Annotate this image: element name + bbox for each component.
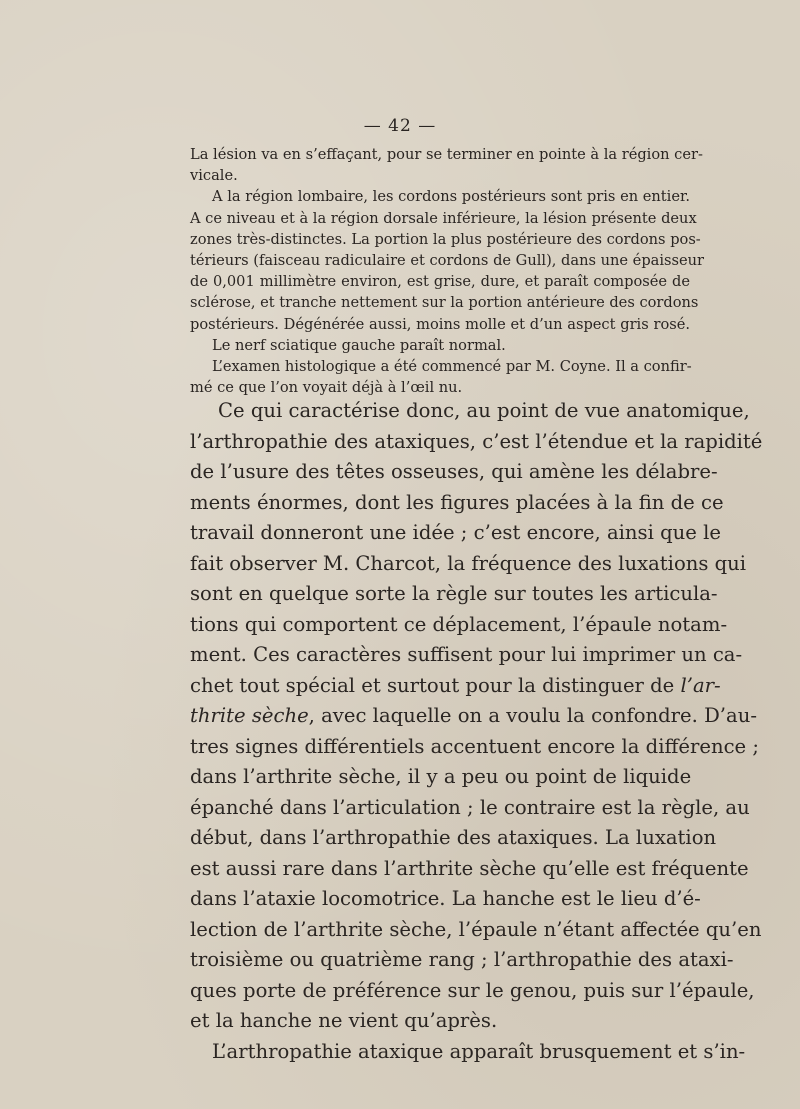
text-line: dans l’ataxie locomotrice. La hanche est le lieu d’é- [190,887,701,910]
text-line: troisième ou quatrième rang ; l’arthropathie des ataxi- [190,948,734,971]
text-line: tres signes différentiels accentuent encore la différence ; [190,734,759,758]
text-line: L’examen histologique a été commencé par M. Coyne. Il a confir- [212,358,692,376]
text-line: Le nerf sciatique gauche paraît normal. [212,336,506,354]
text-line: ments énormes, dont les figures placées à la fin de ce [190,490,724,514]
text-line: l’arthropathie des ataxiques, c’est l’étendue et la rapidité [190,429,763,453]
text-segment: , avec laquelle on a voulu la confondre. D’au- [308,704,757,727]
text-line: dans l’arthrite sèche, il y a peu ou point de liquide [190,765,692,788]
text-line: et la hanche ne vient qu’après. [190,1009,498,1032]
page-number: — 42 — [363,116,437,136]
text-line: est aussi rare dans l’arthrite sèche qu’elle est fréquente [190,856,749,880]
main-paragraph [190,396,763,1067]
text-line: mé ce que l’on voyait déjà à l’œil nu. [190,379,463,397]
text-line: tions qui comportent ce déplacement, l’épaule notam- [190,612,728,636]
text-line [190,701,757,732]
text-line: ques porte de préférence sur le genou, puis sur l’épaule, [190,978,755,1002]
text-line: Ce qui caractérise donc, au point de vue anatomique, [218,399,750,422]
text-line: A la région lombaire, les cordons postérieurs sont pris en entier. [212,188,690,206]
observation-paragraphs [190,144,705,398]
text-line: La lésion va en s’effaçant, pour se terminer en pointe à la région cer- [190,146,703,163]
text-line: lection de l’arthrite sèche, l’épaule n’étant affectée qu’en [190,917,762,941]
text-line: sclérose, et tranche nettement sur la portion antérieure des cordons [190,294,699,312]
text-line: fait observer M. Charcot, la fréquence des luxations qui [190,551,747,575]
italic-segment: thrite sèche [190,704,309,727]
text-line: début, dans l’arthropathie des ataxiques. La luxation [190,826,717,849]
text-segment: chet tout spécial et surtout pour la distinguer de [190,673,681,697]
text-line: L’arthropathie ataxique apparaît brusquement et s’in- [212,1039,746,1063]
text-line: térieurs (faisceau radiculaire et cordons de Gull), dans une épaisseur [190,252,705,270]
text-line [190,671,721,702]
italic-segment: l’ar- [680,673,721,697]
text-line: A ce niveau et à la région dorsale inférieure, la lésion présente deux [190,209,697,227]
text-line: de 0,001 millimètre environ, est grise, dure, et paraît composée de [190,273,690,291]
text-line: épanché dans l’articulation ; le contraire est la règle, au [190,795,750,819]
text-line: postérieurs. Dégénérée aussi, moins molle et d’un aspect gris rosé. [190,315,690,333]
text-line: vicale. [190,167,238,185]
text-line: zones très-distinctes. La portion la plus postérieure des cordons pos- [190,230,701,248]
text-line: sont en quelque sorte la règle sur toutes les articula- [190,582,718,605]
text-line: travail donneront une idée ; c’est encore, ainsi que le [190,521,721,544]
text-line: ment. Ces caractères suffisent pour lui imprimer un ca- [190,643,743,666]
text-line: de l’usure des têtes osseuses, qui amène les délabre- [190,460,718,483]
